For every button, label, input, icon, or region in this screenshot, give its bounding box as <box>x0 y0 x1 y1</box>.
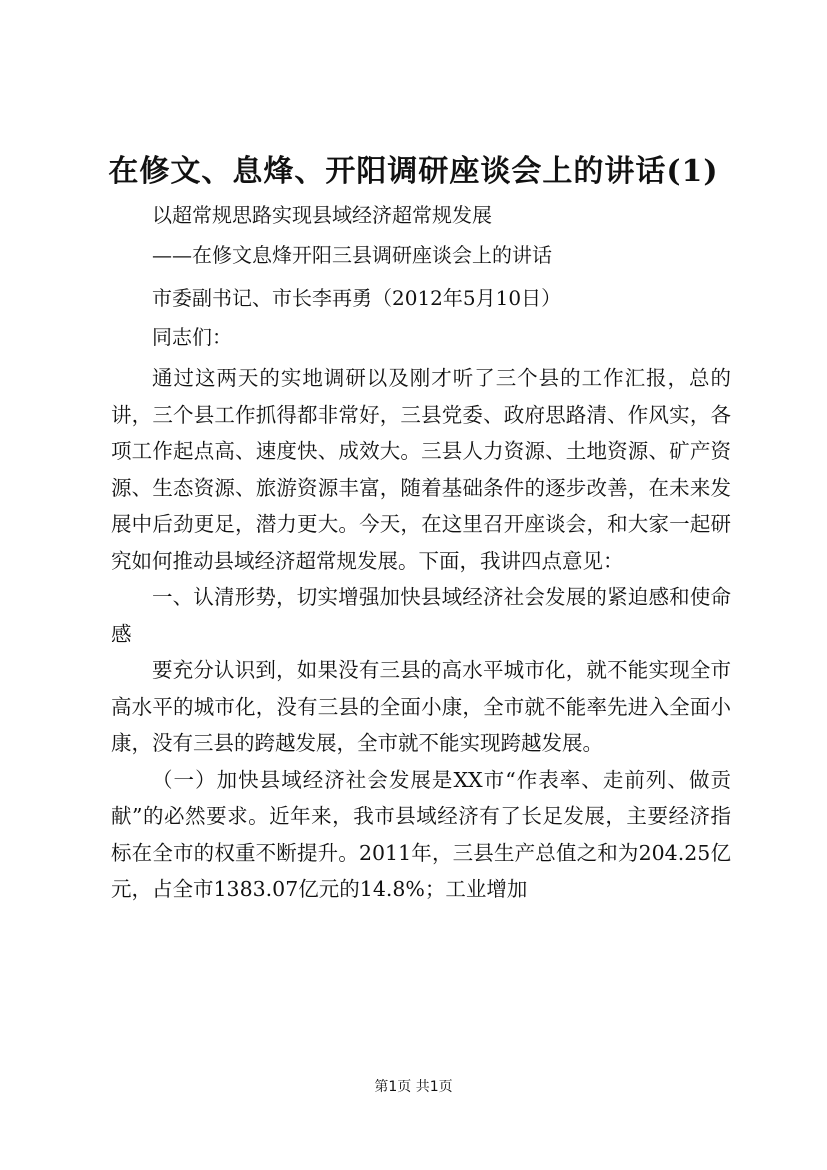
paragraph-awareness: 要充分认识到，如果没有三县的高水平城市化，就不能实现全市高水平的城市化，没有三县的全面小康，全市就不能率先进入全面小康，没有三县的跨越发展，全市就不能实现跨越发展。 <box>111 658 731 755</box>
subtitle: 以超常规思路实现县域经济超常规发展 <box>152 203 492 227</box>
speaker-line: 市委副书记、市长李再勇（2012年5月10日） <box>152 286 562 310</box>
subtitle-speech: ——在修文息烽开阳三县调研座谈会上的讲话 <box>152 243 552 267</box>
section-heading-1: 一、认清形势，切实增强加快县域经济社会发展的紧迫感和使命感 <box>111 585 731 646</box>
paragraph-subsection-1: （一）加快县域经济社会发展是XX市“作表率、走前列、做贡献”的必然要求。近年来，我市县域经济有了长足发展，主要经济指标在全市的权重不断提升。2011年，三县生产总值之和为204.25亿元，占全市1383.07亿元的14.8%；工业增加 <box>111 767 731 901</box>
paragraph-intro: 通过这两天的实地调研以及刚才听了三个县的工作汇报，总的讲，三个县工作抓得都非常好，三县党委、政府思路清、作风实，各项工作起点高、速度快、成效大。三县人力资源、土地资源、矿产资源、生态资源、旅游资源丰富，随着基础条件的逐步改善，在未来发展中后劲更足，潜力更大。今天，在这里召开座谈会，和大家一起研究如何推动县域经济超常规发展。下面，我讲四点意见： <box>111 366 731 573</box>
page-number-footer: 第1页 共1页 <box>374 1079 453 1095</box>
document-body <box>111 360 731 908</box>
document-title: 在修文、息烽、开阳调研座谈会上的讲话(1) <box>108 154 719 189</box>
salutation: 同志们： <box>152 325 232 349</box>
